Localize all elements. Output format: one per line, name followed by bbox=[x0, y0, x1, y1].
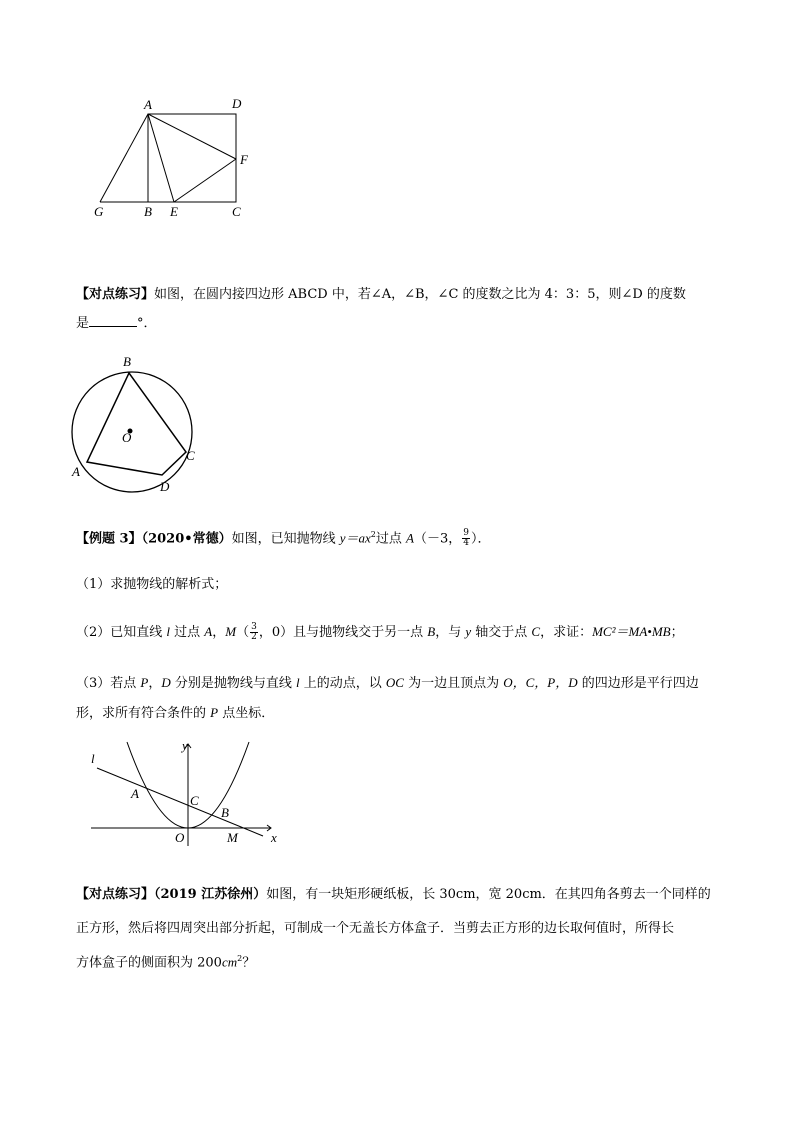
label-O: O bbox=[175, 830, 185, 845]
q2-f: ，与 bbox=[435, 625, 466, 640]
label-D: D bbox=[160, 479, 170, 494]
q2-e: ，0）且与抛物线交于另一点 bbox=[258, 625, 428, 640]
practice-source: （2019 江苏徐州） bbox=[154, 887, 267, 902]
question-2 bbox=[76, 617, 726, 648]
example-text-mid: 过点 bbox=[375, 531, 406, 547]
q3-comma: ， bbox=[148, 676, 162, 691]
q2-g: 轴交于点 bbox=[471, 625, 532, 640]
q2-a: （2）已知直线 bbox=[76, 625, 167, 640]
label-y: y bbox=[182, 738, 188, 753]
practice-1-line2 bbox=[76, 309, 726, 339]
practice-tag-2: 【对点练习】 bbox=[76, 887, 155, 902]
answer-blank[interactable] bbox=[89, 312, 137, 327]
coord-post: ）． bbox=[470, 531, 491, 547]
frac-num-2: 3 bbox=[251, 622, 257, 632]
frac-num: 9 bbox=[463, 528, 469, 539]
quadrilateral-ABCD bbox=[87, 373, 186, 475]
q3-l: l bbox=[296, 675, 300, 690]
label-B: B bbox=[221, 805, 229, 820]
q3-b: 分别是抛物线与直线 bbox=[170, 676, 297, 691]
practice-1-text-post: °． bbox=[137, 316, 157, 331]
q3-D: D bbox=[161, 675, 171, 690]
practice-2-line2 bbox=[76, 914, 726, 944]
exponent: 2 bbox=[370, 530, 376, 539]
label-A: A bbox=[131, 786, 139, 801]
q2-h: ，求证： bbox=[540, 625, 593, 640]
figure-circle-quadrilateral bbox=[62, 350, 212, 498]
label-B: B bbox=[144, 204, 152, 219]
label-D: D bbox=[232, 96, 242, 111]
q2-l: l bbox=[166, 624, 171, 639]
q2-A: A bbox=[204, 624, 213, 639]
practice-2-line3 bbox=[76, 944, 726, 978]
q2-C: C bbox=[531, 624, 541, 639]
q2-M: M bbox=[225, 624, 237, 639]
figure-parabola-line bbox=[85, 738, 290, 850]
q3-d: 为一边且顶点为 bbox=[403, 676, 504, 691]
segment-AF bbox=[148, 114, 236, 159]
question-3-line1 bbox=[76, 668, 726, 699]
practice-1-text: 如图，在圆内接四边形 ABCD 中，若∠A，∠B，∠C 的度数之比为 4：3：5，则∠D 的度数 bbox=[154, 287, 686, 302]
q3-P: P bbox=[140, 675, 149, 690]
segment-AE bbox=[148, 114, 174, 202]
q3-e: 的四边形是平行四边 bbox=[577, 676, 699, 691]
label-O: O bbox=[122, 430, 132, 445]
practice-tag: 【对点练习】 bbox=[76, 287, 155, 302]
label-x: x bbox=[271, 830, 277, 845]
label-C: C bbox=[186, 448, 195, 463]
label-A: A bbox=[72, 464, 80, 479]
q2-c: ， bbox=[212, 625, 226, 640]
example-3-title bbox=[76, 520, 726, 554]
question-3-line2 bbox=[76, 698, 726, 729]
label-C: C bbox=[190, 793, 199, 808]
q2-d: （ bbox=[236, 625, 250, 640]
practice-2-line1 bbox=[76, 880, 726, 910]
q2-y: y bbox=[465, 624, 472, 639]
segment-EF bbox=[174, 159, 236, 202]
q3-a: （3）若点 bbox=[76, 676, 141, 691]
label-C: C bbox=[232, 204, 241, 219]
label-M: M bbox=[227, 830, 238, 845]
example-tag: 【例题 3】 bbox=[76, 531, 142, 547]
figure-square-triangles bbox=[88, 92, 258, 224]
fraction-3-2 bbox=[250, 623, 258, 642]
label-F: F bbox=[240, 152, 248, 167]
frac-den: 4 bbox=[463, 538, 469, 549]
label-A: A bbox=[144, 97, 152, 112]
point-A: A bbox=[406, 530, 414, 546]
practice-1-line1 bbox=[76, 280, 726, 310]
parabola-func: y＝ax bbox=[339, 530, 371, 546]
q3-c: 上的动点，以 bbox=[299, 676, 386, 691]
q2-equation: MC²＝MA•MB bbox=[592, 624, 671, 639]
q2-i: ； bbox=[670, 625, 684, 640]
practice-2-text-post: ？ bbox=[242, 955, 256, 971]
frac-den-2: 2 bbox=[251, 632, 257, 642]
segment-AG bbox=[100, 114, 148, 202]
q1-text: （1）求抛物线的解析式； bbox=[76, 577, 228, 592]
practice-2-text-1: 如图，有一块矩形硬纸板，长 30cm，宽 20cm．在其四角各剪去一个同样的 bbox=[266, 887, 711, 902]
example-source: （2020•常德） bbox=[141, 531, 232, 547]
example-text: 如图，已知抛物线 bbox=[231, 531, 340, 547]
q3-OC: OC bbox=[385, 675, 404, 690]
label-E: E bbox=[170, 204, 178, 219]
q3-verts: O，C，P，D bbox=[503, 675, 578, 690]
coord-pre: （－3， bbox=[413, 531, 462, 547]
q2-b: 过点 bbox=[170, 625, 205, 640]
practice-2-text-2: 正方形，然后将四周突出部分折起，可制成一个无盖长方体盒子．当剪去正方形的边长取何值时，所得长 bbox=[76, 921, 675, 936]
line-l bbox=[97, 768, 263, 836]
question-1 bbox=[76, 570, 726, 600]
q3-g: 点坐标． bbox=[218, 706, 275, 721]
label-l: l bbox=[91, 751, 95, 766]
q3-P2: P bbox=[210, 705, 219, 720]
practice-1-text-pre: 是 bbox=[76, 316, 90, 331]
fraction-9-4 bbox=[462, 529, 470, 548]
practice-2-text-3: 方体盒子的侧面积为 200 bbox=[76, 955, 222, 971]
label-B: B bbox=[123, 354, 131, 369]
label-G: G bbox=[94, 204, 104, 219]
q3-f: 形，求所有符合条件的 bbox=[76, 706, 211, 721]
unit-exp: 2 bbox=[237, 954, 243, 963]
q2-B: B bbox=[427, 624, 436, 639]
unit-cm: cm bbox=[221, 954, 238, 970]
